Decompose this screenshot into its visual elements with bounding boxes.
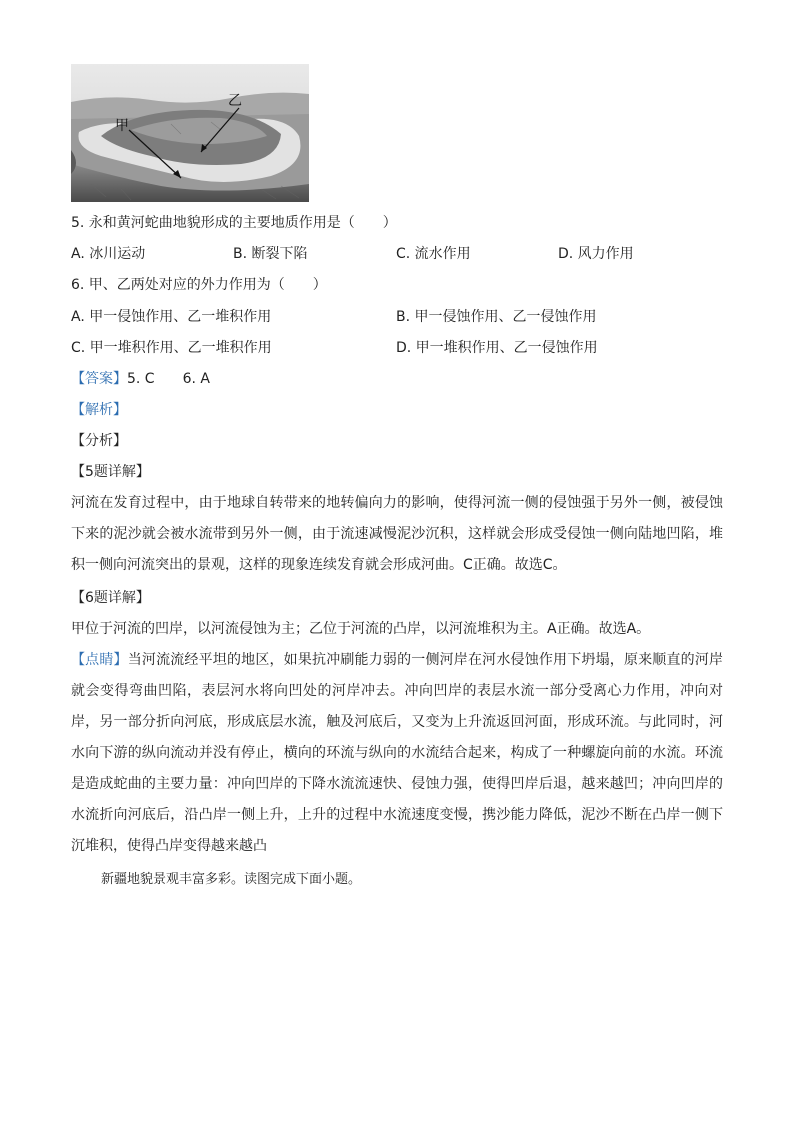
q5-detail-text: 河流在发育过程中，由于地球自转带来的地转偏向力的影响，使得河流一侧的侵蚀强于另外一侧，被侵蚀下来的泥沙就会被水流带到另外一侧，由于流速减慢泥沙沉积，这样就会形成受侵蚀一侧向陆地凹陷，堆积一侧向河流突出的景观，这样的现象连续发育就会形成河曲。C正确。故选C。 xyxy=(71,495,723,573)
q6-detail-text: 甲位于河流的凹岸，以河流侵蚀为主；乙位于河流的凸岸，以河流堆积为主。A正确。故选A。 xyxy=(71,621,651,637)
label-yi: 乙 xyxy=(228,93,242,109)
q5-option-d: D. 风力作用 xyxy=(558,246,634,262)
next-section-intro: 新疆地貌景观丰富多彩。读图完成下面小题。 xyxy=(101,872,362,887)
dianjing-text: 当河流流经平坦的地区，如果抗冲刷能力弱的一侧河岸在河水侵蚀作用下坍塌，原来顺直的河岸就会变得弯曲凹陷，表层河水将向凹处的河岸冲去。冲向凹岸的表层水流一部分受离心力作用，冲向对岸，另一部分折向河底，形成底层水流，触及河底后，又变为上升流返回河面，形成环流。与此同时，河水向下游的纵向流动并没有停止，横向的环流与纵向的水流结合起来，构成了一种螺旋向前的水流。环流是造成蛇曲的主要力量：冲向凹岸的下降水流流速快、侵蚀力强，使得凹岸后退，越来越凹；冲向凹岸的水流折向河底后，沿凸岸一侧上升，上升的过程中水流速度变慢，携沙能力降低，泥沙不断在凸岸一侧下沉堆积，使得凸岸变得越来越凸 xyxy=(71,652,724,854)
q6-option-b: B. 甲一侵蚀作用、乙一侵蚀作用 xyxy=(396,309,597,325)
q6-detail-tag: 【6题详解】 xyxy=(71,590,150,606)
dianjing-tag: 【点睛】 xyxy=(71,652,128,668)
q5-detail-tag: 【5题详解】 xyxy=(71,464,150,480)
analysis-tag: 【解析】 xyxy=(71,402,127,418)
dianjing-paragraph xyxy=(71,645,723,862)
label-jia: 甲 xyxy=(115,118,129,134)
q5-stem: 5. 永和黄河蛇曲地貌形成的主要地质作用是（ ） xyxy=(71,215,397,231)
q5-option-c: C. 流水作用 xyxy=(396,246,471,262)
answer-tag: 【答案】 xyxy=(71,371,127,387)
q5-option-b: B. 断裂下陷 xyxy=(233,246,308,262)
fenxi-tag: 【分析】 xyxy=(71,433,127,449)
q6-option-a: A. 甲一侵蚀作用、乙一堆积作用 xyxy=(71,309,272,325)
meander-photo xyxy=(71,64,309,202)
answer-text: 5. C 6. A xyxy=(127,371,210,387)
q6-option-c: C. 甲一堆积作用、乙一堆积作用 xyxy=(71,340,272,356)
q6-option-d: D. 甲一堆积作用、乙一侵蚀作用 xyxy=(396,340,598,356)
answer-line xyxy=(71,369,210,389)
q5-option-a: A. 冰川运动 xyxy=(71,246,146,262)
q6-stem: 6. 甲、乙两处对应的外力作用为（ ） xyxy=(71,277,327,293)
